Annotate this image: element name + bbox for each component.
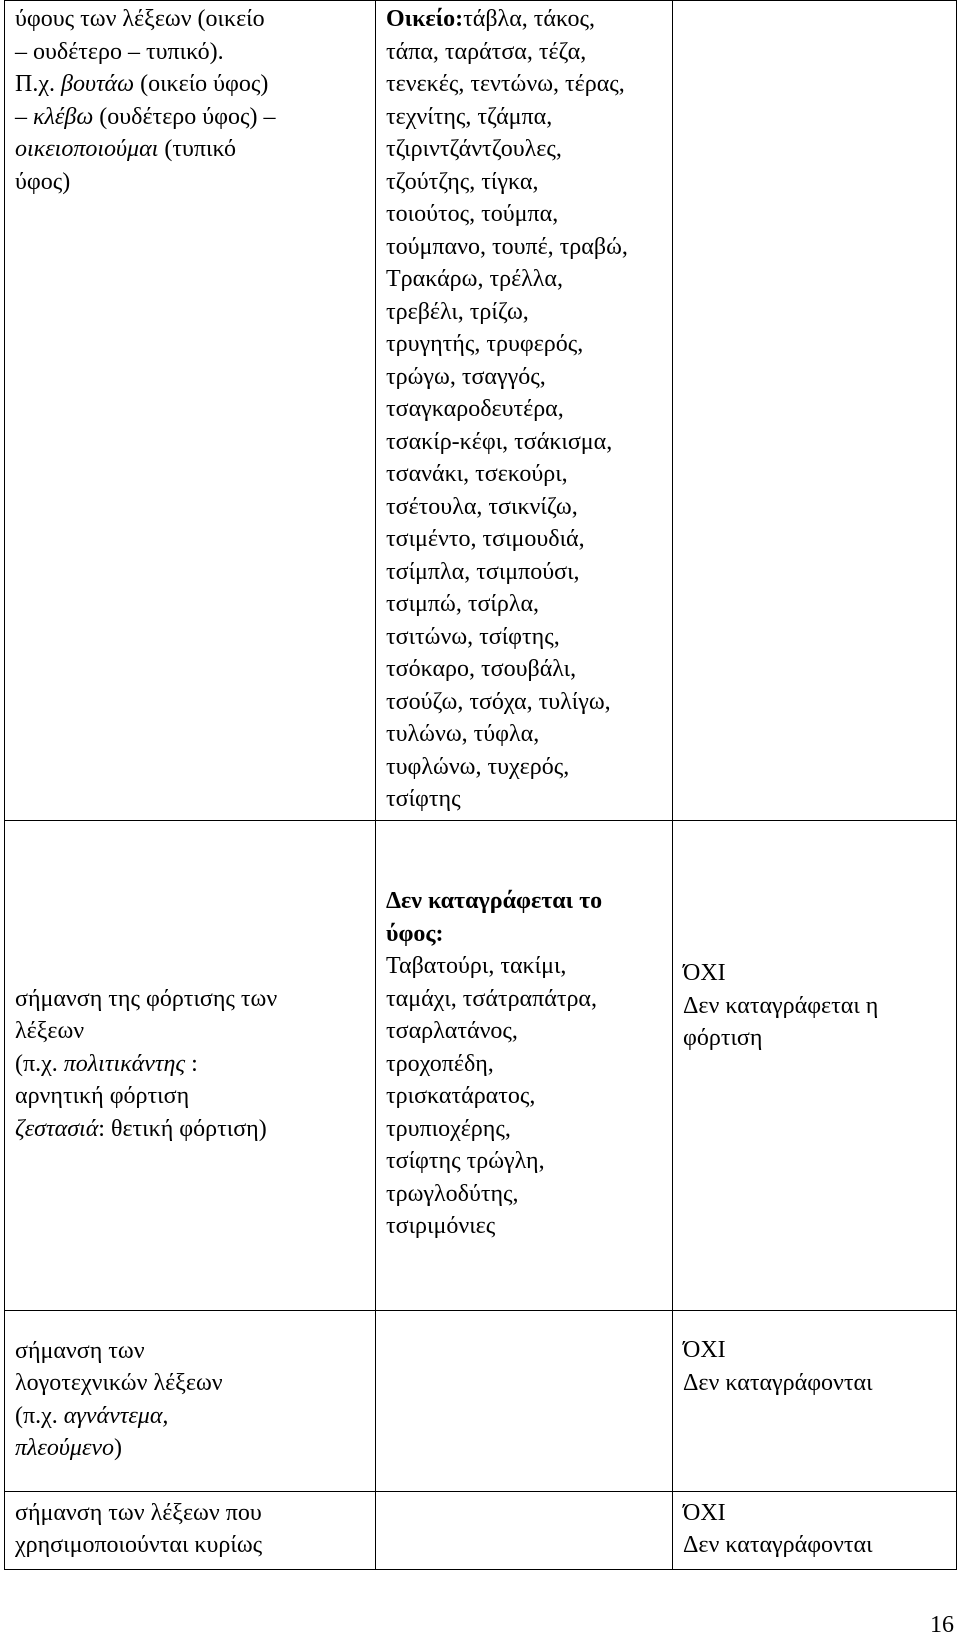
page-number: 16 <box>930 1612 954 1638</box>
word-list-line: Τρακάρω, τρέλλα, <box>386 266 563 292</box>
word-list-line: τσακίρ-κέφι, τσάκισμα, <box>386 428 613 455</box>
text-line: λογοτεχνικών λέξεων <box>15 1370 223 1396</box>
word-list-line: τάπα, ταράτσα, τέζα, <box>386 38 587 65</box>
text-line: χρησιμοποιούνται κυρίως <box>15 1532 263 1558</box>
text-line: Δεν καταγράφονται <box>683 1532 873 1558</box>
word-list-line: τενεκές, τεντώνω, τέρας, <box>386 71 625 97</box>
text-fragment: : <box>185 1050 198 1077</box>
word-list-line: τρυγητής, τρυφερός, <box>386 331 584 357</box>
answer-no: ΌΧΙ <box>683 960 726 987</box>
word-list-line: τρεβέλι, τρίζω, <box>386 298 529 325</box>
text-line <box>15 133 367 166</box>
word-list-line: ταμάχι, τσάτραπάτρα, <box>386 985 598 1012</box>
word-list-line: τσιμέντο, τσιμουδιά, <box>386 526 585 552</box>
text-line: ύφους των λέξεων (οικείο <box>15 6 265 32</box>
row2-criterion-cell <box>5 820 376 1310</box>
text-line: φόρτιση <box>683 1025 763 1052</box>
word-list-line: τάβλα, τάκος, <box>463 6 596 32</box>
text-line: σήμανση της φόρτισης των <box>15 985 278 1012</box>
table-row <box>5 1 957 821</box>
text-line <box>15 1400 367 1433</box>
text-line: σήμανση των <box>15 1337 145 1364</box>
text-line: λέξεων <box>15 1018 85 1045</box>
text-fragment: (ουδέτερο ύφος) – <box>93 103 276 130</box>
text-fragment: ) <box>114 1435 123 1461</box>
text-line: σήμανση των λέξεων που <box>15 1499 262 1526</box>
word-list-line: τσιμπώ, τσίρλα, <box>386 591 540 617</box>
word-list-line: τσανάκι, τσεκούρι, <box>386 461 568 487</box>
example-word: οικειοποιούμαι <box>15 136 159 162</box>
row3-words-cell <box>376 1310 673 1491</box>
text-line <box>15 1113 367 1146</box>
word-list-line: τρυπιοχέρης, <box>386 1115 511 1142</box>
text-line: – ουδέτερο – τυπικό). <box>15 38 224 65</box>
row4-criterion-cell <box>5 1491 376 1569</box>
row2-result-cell <box>673 820 957 1310</box>
word-list-line: τσούζω, τσόχα, τυλίγω, <box>386 688 611 715</box>
word-list-line: τούμπανο, τουπέ, τραβώ, <box>386 233 628 260</box>
word-list-line: τζιριντζάντζουλες, <box>386 136 562 162</box>
word-list-line: τυφλώνω, τυχερός, <box>386 753 570 780</box>
row4-result-cell <box>673 1491 957 1569</box>
text-fragment: (οικείο ύφος) <box>134 71 269 97</box>
text-line <box>15 101 367 134</box>
text-line: αρνητική φόρτιση <box>15 1083 190 1110</box>
example-word: πολιτικάντης <box>63 1050 186 1077</box>
word-list-line: τσίφτης <box>386 786 461 812</box>
word-list-line: τζούτζης, τίγκα, <box>386 168 539 195</box>
text-fragment: (τυπικό <box>158 136 237 162</box>
table-row <box>5 1310 957 1491</box>
table-row <box>5 820 957 1310</box>
word-list-line: τοιούτος, τούμπα, <box>386 201 559 227</box>
example-word: – κλέβω <box>15 103 94 130</box>
row1-words-cell <box>376 1 673 821</box>
word-list-line: τρωγλοδύτης, <box>386 1180 519 1207</box>
word-list-line: τσαγκαροδευτέρα, <box>386 396 564 422</box>
word-list-line: τεχνίτης, τζάμπα, <box>386 103 553 130</box>
word-list-line: τσόκαρο, τσουβάλι, <box>386 656 577 682</box>
example-word: βουτάω <box>60 71 135 97</box>
content-table <box>4 0 957 1570</box>
text-line <box>386 3 664 36</box>
text-line: ύφος) <box>15 168 71 195</box>
row2-words-cell <box>376 820 673 1310</box>
text-line <box>15 68 367 101</box>
example-word: αγνάντεμα, <box>63 1402 169 1429</box>
word-list-line: τσίφτης τρώγλη, <box>386 1148 545 1175</box>
register-heading: ύφος: <box>386 920 444 947</box>
word-list-line: Ταβατούρι, τακίμι, <box>386 953 567 980</box>
text-line <box>15 1432 367 1465</box>
row1-criterion-cell <box>5 1 376 821</box>
word-list-line: τσέτουλα, τσικνίζω, <box>386 493 578 520</box>
text-fragment: Π.χ. <box>15 71 61 97</box>
row3-result-cell <box>673 1310 957 1491</box>
row3-criterion-cell <box>5 1310 376 1491</box>
text-fragment: (π.χ. <box>15 1050 64 1077</box>
word-list-line: τυλώνω, τύφλα, <box>386 721 540 747</box>
answer-no: ΌΧΙ <box>683 1499 726 1526</box>
answer-no: ΌΧΙ <box>683 1337 726 1363</box>
table-row <box>5 1491 957 1569</box>
word-list-line: τσαρλατάνος, <box>386 1018 518 1045</box>
text-fragment: : θετική φόρτιση) <box>98 1115 267 1142</box>
word-list-line: τροχοπέδη, <box>386 1050 494 1077</box>
text-line: Δεν καταγράφονται <box>683 1369 873 1396</box>
text-line <box>15 1048 367 1081</box>
word-list-line: τσίμπλα, τσιμπούσι, <box>386 558 580 585</box>
register-heading: Οικείο: <box>386 6 464 32</box>
word-list-line: τσιτώνω, τσίφτης, <box>386 623 560 650</box>
example-word: πλεούμενο <box>15 1435 115 1461</box>
row1-result-cell <box>673 1 957 821</box>
text-fragment: (π.χ. <box>15 1402 64 1429</box>
register-heading: Δεν καταγράφεται το <box>386 888 603 915</box>
text-line: Δεν καταγράφεται η <box>683 992 879 1019</box>
row4-words-cell <box>376 1491 673 1569</box>
example-word: ζεστασιά <box>15 1115 99 1142</box>
word-list-line: τρώγω, τσαγγός, <box>386 363 546 390</box>
word-list-line: τρισκατάρατος, <box>386 1083 536 1110</box>
word-list-line: τσιριμόνιες <box>386 1213 496 1240</box>
